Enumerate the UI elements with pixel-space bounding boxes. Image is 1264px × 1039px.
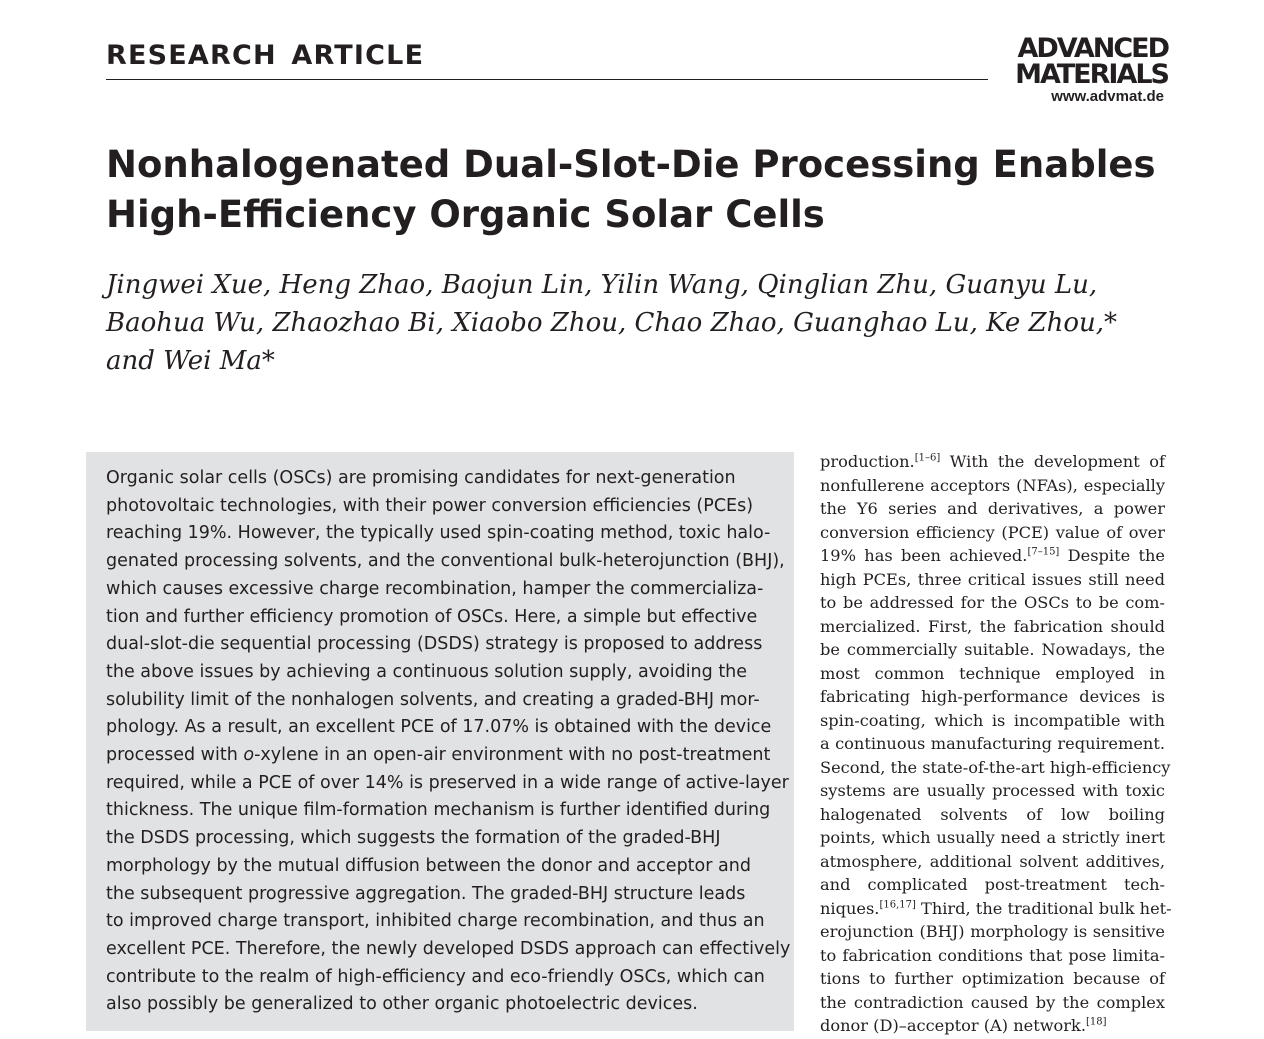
body-line: most common technique employed in	[820, 663, 1165, 683]
author-list	[106, 266, 1166, 380]
abstract-line: tion and further efficiency promotion of OSCs. Here, a simple but effective	[106, 606, 758, 627]
body-line: points, which usually need a strictly inert	[820, 828, 1165, 847]
abstract-line: photovoltaic technologies, with their power conversion efficiencies (PCEs)	[106, 495, 754, 516]
abstract-line: dual-slot-die sequential processing (DSDS) strategy is proposed to address	[106, 634, 763, 655]
body-column	[820, 450, 1172, 1038]
body-line: high PCEs, three critical issues still need	[820, 569, 1165, 589]
abstract-line: Organic solar cells (OSCs) are promising candidates for next-generation	[106, 468, 736, 488]
journal-logo-line2: MATERIALS	[1015, 59, 1168, 90]
abstract-line: solubility limit of the nonhalogen solvents, and creating a graded-BHJ mor-	[106, 689, 760, 710]
abstract-text	[106, 465, 791, 1019]
body-line: a continuous manufacturing requirement.	[820, 734, 1165, 753]
citation-ref[interactable]: [7–15]	[1027, 546, 1060, 558]
authors-line-1: Jingwei Xue, Heng Zhao, Baojun Lin, Yilin Wang, Qinglian Zhu, Guanyu Lu,	[106, 270, 1098, 300]
abstract-line: to improved charge transport, inhibited charge recombination, and thus an	[106, 911, 765, 932]
abstract-line: contribute to the realm of high-efficiency and eco-friendly OSCs, which can	[106, 966, 765, 987]
abstract-line: the subsequent progressive aggregation. The graded-BHJ structure leads	[106, 883, 746, 904]
body-line: to be addressed for the OSCs to be com-	[820, 593, 1165, 612]
journal-logo-line1: ADVANCED	[1017, 33, 1168, 64]
abstract-line: genated processing solvents, and the conventional bulk-heterojunction (BHJ),	[106, 551, 785, 572]
body-line: nonfullerene acceptors (NFAs), especially	[820, 475, 1165, 495]
abstract-line: thickness. The unique film-formation mechanism is further identified during	[106, 800, 771, 821]
body-line: production.[1–6] With the development of	[820, 452, 1165, 471]
body-line: Second, the state-of-the-art high-efficiency	[820, 757, 1171, 777]
header-rule	[106, 79, 988, 80]
body-line: 19% has been achieved.[7–15] Despite the	[820, 546, 1165, 565]
body-line: fabricating high-performance devices is	[820, 687, 1165, 706]
abstract-line: required, while a PCE of over 14% is preserved in a wide range of active-layer	[106, 772, 789, 793]
body-line: conversion efficiency (PCE) value of over	[820, 522, 1165, 542]
authors-line-2: Baohua Wu, Zhaozhao Bi, Xiaobo Zhou, Chao Zhao, Guanghao Lu, Ke Zhou,*	[106, 308, 1118, 338]
body-line: erojunction (BHJ) morphology is sensitive	[820, 922, 1165, 941]
body-line: niques.[16,17] Third, the traditional bulk het-	[820, 898, 1172, 918]
abstract-line: the DSDS processing, which suggests the formation of the graded-BHJ	[106, 828, 721, 849]
article-title	[106, 140, 1166, 240]
body-line: atmosphere, additional solvent additives,	[820, 851, 1165, 871]
abstract-line: morphology by the mutual diffusion between the donor and acceptor and	[106, 855, 751, 876]
body-line: be commercially suitable. Nowadays, the	[820, 640, 1165, 659]
authors-line-3: and Wei Ma*	[106, 346, 275, 376]
body-line: halogenated solvents of low boiling	[820, 804, 1165, 824]
body-line: spin-coating, which is incompatible with	[820, 710, 1165, 730]
body-line: to fabrication conditions that pose limita-	[820, 945, 1165, 965]
title-line-1: Nonhalogenated Dual-Slot-Die Processing Enables	[106, 143, 1156, 186]
body-line: and complicated post-treatment tech-	[820, 875, 1165, 894]
abstract-line: which causes excessive charge recombination, hamper the commercializa-	[106, 578, 764, 599]
citation-ref[interactable]: [16,17]	[879, 899, 916, 911]
body-line: mercialized. First, the fabrication should	[820, 616, 1165, 636]
journal-url[interactable]: www.advmat.de	[1051, 88, 1164, 105]
body-line: systems are usually processed with toxic	[820, 781, 1165, 800]
abstract-line: processed with o-xylene in an open-air environment with no post-treatment	[106, 745, 771, 766]
citation-ref[interactable]: [1–6]	[914, 452, 941, 464]
body-line: the contradiction caused by the complex	[820, 992, 1165, 1012]
body-line: tions to further optimization because of	[820, 969, 1165, 988]
section-label: RESEARCH ARTICLE	[106, 40, 425, 71]
body-line: donor (D)–acceptor (A) network.[18]	[820, 1016, 1107, 1035]
title-line-2: High-Efficiency Organic Solar Cells	[106, 193, 825, 236]
abstract-line: excellent PCE. Therefore, the newly developed DSDS approach can effectively	[106, 938, 791, 959]
journal-logo	[996, 33, 1168, 90]
abstract-line: phology. As a result, an excellent PCE of 17.07% is obtained with the device	[106, 717, 772, 738]
abstract-line: reaching 19%. However, the typically used spin-coating method, toxic halo-	[106, 523, 771, 544]
abstract-line: also possibly be generalized to other organic photoelectric devices.	[106, 994, 698, 1015]
body-line: the Y6 series and derivatives, a power	[820, 499, 1165, 518]
citation-ref[interactable]: [18]	[1086, 1016, 1107, 1028]
abstract-line: the above issues by achieving a continuous solution supply, avoiding the	[106, 661, 748, 682]
